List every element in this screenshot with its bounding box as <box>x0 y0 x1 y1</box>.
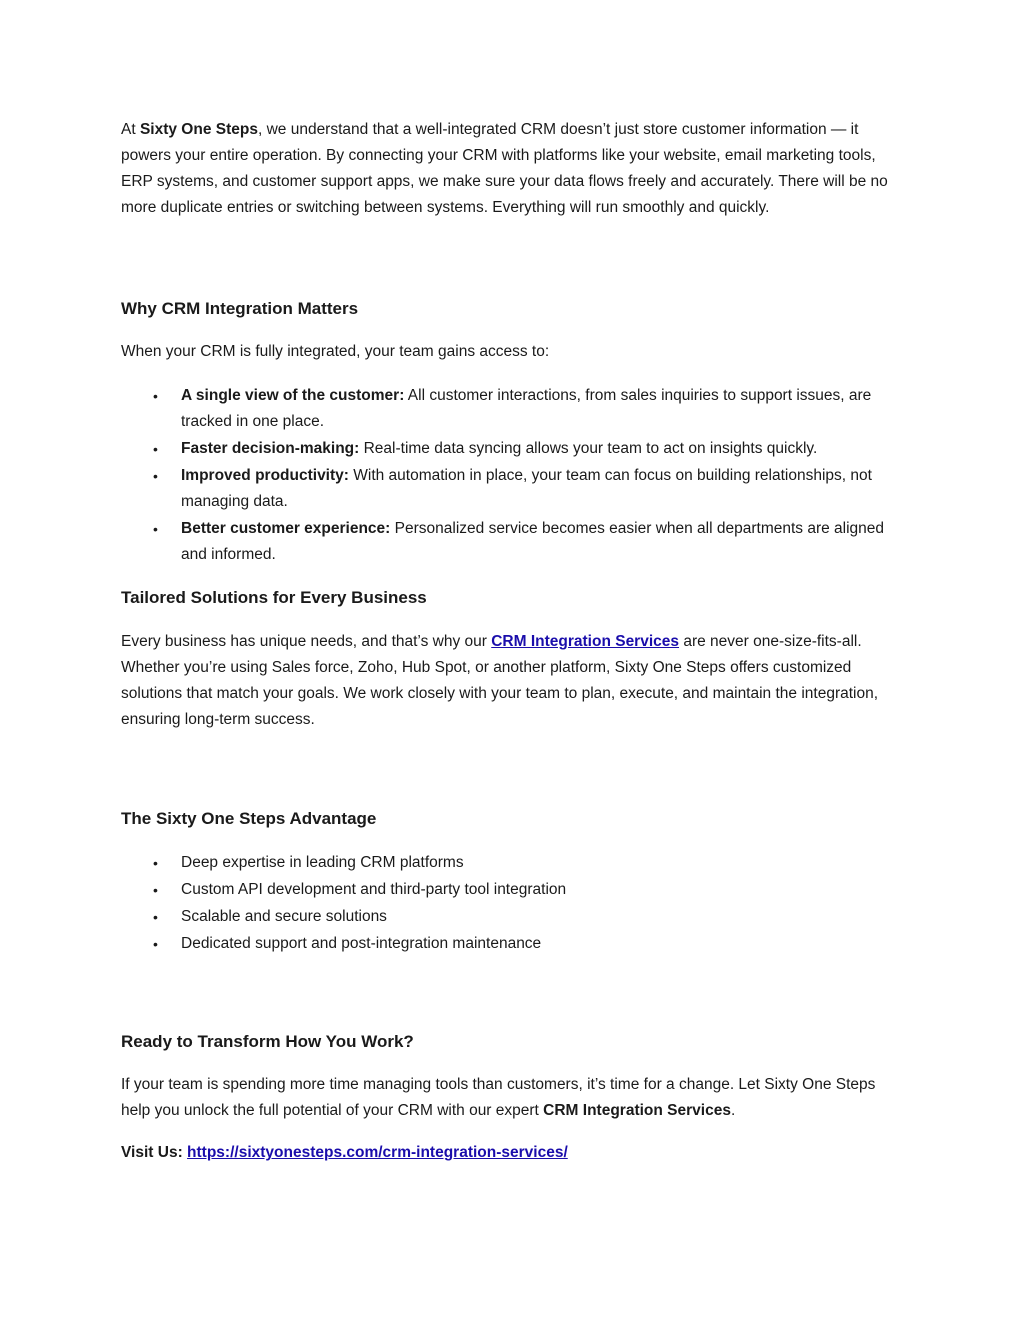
ready-paragraph: If your team is spending more time managing tools than customers, it’s time for a change. Let Sixty One Steps help you unlock the full potential of your CRM with our expert CRM Integration Services. <box>121 1076 876 1119</box>
why-list <box>121 383 901 568</box>
visit-line <box>121 1140 901 1166</box>
why-lead: When your CRM is fully integrated, your team gains access to: <box>121 343 550 360</box>
advantage-list <box>121 850 901 957</box>
bullet-icon: • <box>153 468 158 484</box>
heading-ready: Ready to Transform How You Work? <box>121 1032 414 1051</box>
list-item: • Scalable and secure solutions <box>121 904 901 930</box>
list-item: • Custom API development and third-party tool integration <box>121 877 901 903</box>
list-item: • Improved productivity: With automation in place, your team can focus on building relationships, not managing data. <box>121 463 901 515</box>
bullet-icon: • <box>153 936 158 952</box>
bullet-icon: • <box>153 855 158 871</box>
heading-why: Why CRM Integration Matters <box>121 299 359 318</box>
list-item: • A single view of the customer: All customer interactions, from sales inquiries to support issues, are tracked in one place. <box>121 383 901 435</box>
list-item: • Faster decision-making: Real-time data syncing allows your team to act on insights quickly. <box>121 436 901 462</box>
brand-name: Sixty One Steps <box>139 121 258 138</box>
website-link[interactable]: https://sixtyonesteps.com/crm-integration-services/ <box>187 1144 568 1161</box>
heading-advantage: The Sixty One Steps Advantage <box>121 809 377 828</box>
tailored-paragraph: Every business has unique needs, and that’s why our CRM Integration Services are never one-size-fits-all. Whether you’re using Sales force, Zoho, Hub Spot, or another platform, Sixty One Steps offers customized solutions that match your goals. We work closely with your team to plan, execute, and maintain the integration, ensuring long-term success. <box>121 633 879 728</box>
visit-label: Visit Us: <box>121 1144 188 1161</box>
heading-tailored: Tailored Solutions for Every Business <box>121 588 427 607</box>
bullet-icon: • <box>153 441 158 457</box>
list-item: • Dedicated support and post-integration maintenance <box>121 931 901 957</box>
crm-integration-services-link[interactable]: CRM Integration Services <box>491 633 680 650</box>
list-item: • Better customer experience: Personalized service becomes easier when all departments are aligned and informed. <box>121 516 901 568</box>
bullet-icon: • <box>153 882 158 898</box>
bullet-icon: • <box>153 388 158 404</box>
list-item: • Deep expertise in leading CRM platforms <box>121 850 901 876</box>
bullet-icon: • <box>153 909 158 925</box>
intro-paragraph: At Sixty One Steps, we understand that a well-integrated CRM doesn’t just store customer information — it powers your entire operation. By connecting your CRM with platforms like your website, email marketing tools, ERP systems, and customer support apps, we make sure your data flows freely and accurately. There will be no more duplicate entries or switching between systems. Everything will run smoothly and quickly. <box>121 121 888 216</box>
document-page <box>121 117 901 1166</box>
bullet-icon: • <box>153 521 158 537</box>
